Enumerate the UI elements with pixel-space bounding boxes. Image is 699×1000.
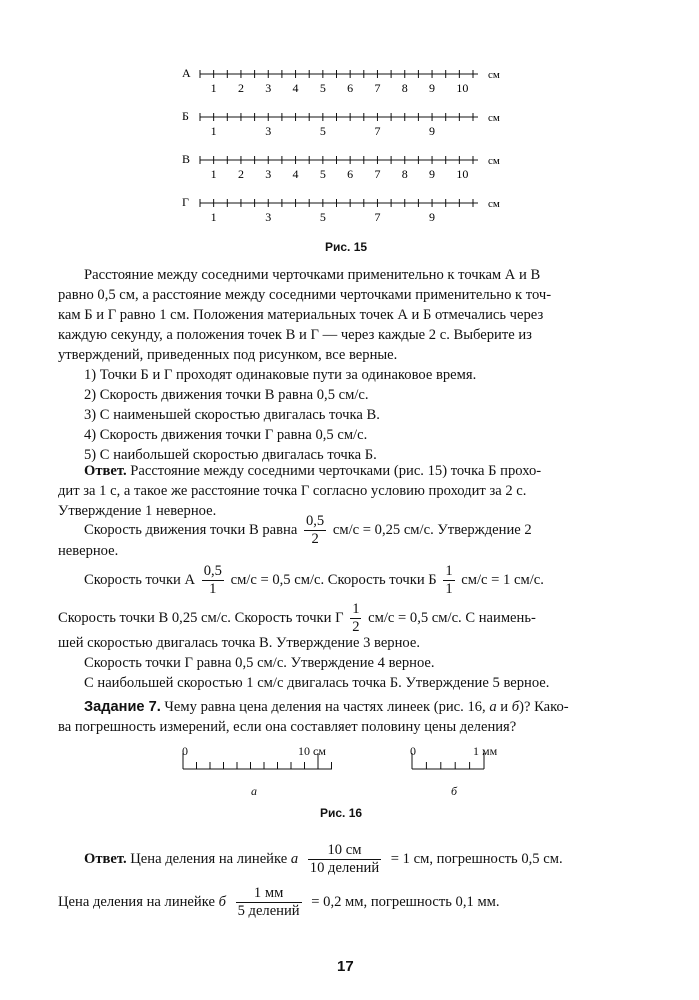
tick-label: 3 (265, 81, 272, 95)
tick-label: 7 (374, 210, 381, 224)
answer-1-speeds-ab: Скорость точки А $\frac{0,5}{1}$ см/с = 0,5 см/с. Скорость точки Б $\frac{1}{1}$ см/с = 1 см/с. (84, 563, 544, 598)
ruler-row-label: В (182, 152, 191, 166)
figure-15-caption: Рис. 15 (325, 240, 368, 254)
ruler-unit: см (488, 112, 500, 124)
tick-label: 1 (210, 210, 217, 224)
option-1: 1) Точки Б и Г проходят одинаковые пути за одинаковое время. (84, 367, 477, 383)
figure-16-caption: Рис. 16 (320, 806, 363, 820)
tick-label: 5 (319, 167, 326, 181)
page-number: 17 (337, 958, 354, 975)
tick-label: 5 (319, 210, 326, 224)
option-5: 5) С наибольшей скоростью двигалась точка Б. (84, 447, 377, 463)
problem-options (84, 365, 476, 465)
tick-label: 7 (374, 124, 381, 138)
figure-15-rulers (0, 0, 699, 240)
task-7: Задание 7. Чему равна цена деления на частях линеек (рис. 16, а и б)? Како- ва погрешность измерений, если она составляет половину цены деления? (58, 699, 569, 735)
tick-label: 5 (319, 124, 326, 138)
ruler-row-4 (182, 195, 500, 224)
ruler-b-end: 1 мм (473, 744, 498, 758)
answer-2-b: Цена деления на линейке б $\frac{1 мм}{\text{5 делений}}$ = 0,2 мм, погрешность 0,1 мм. (58, 885, 500, 920)
tick-label: 4 (292, 167, 299, 181)
tick-label: 9 (429, 124, 436, 138)
tick-label: 1 (210, 124, 217, 138)
answer-1-v-line2: неверное. (58, 543, 119, 559)
ruler-row-3 (182, 152, 500, 181)
answer-2-a: Ответ. Цена деления на линейке а $\frac{10 см}{\text{10 делений}}$ = 1 см, погрешность 0,5 см. (84, 842, 563, 877)
ruler-unit: см (488, 69, 500, 81)
tick-label: 2 (237, 167, 244, 181)
tick-label: 9 (429, 210, 436, 224)
tick-label: 2 (237, 81, 244, 95)
tick-label: 9 (429, 81, 436, 95)
tick-label: 4 (292, 81, 299, 95)
tick-label: 7 (374, 81, 381, 95)
tick-label: 5 (319, 81, 326, 95)
tick-label: 1 (210, 167, 217, 181)
ruler-unit: см (488, 155, 500, 167)
answer-1-speeds-vg: Скорость точки В 0,25 см/с. Скорость точки Г $\frac{1}{2}$ см/с = 0,5 см/с. С наимень- (58, 601, 536, 636)
tick-label: 6 (347, 167, 354, 181)
option-4: 4) Скорость движения точки Г равна 0,5 см/с. (84, 427, 368, 443)
ruler-row-2 (182, 109, 500, 138)
ruler-unit: см (488, 198, 500, 210)
tick-label: 10 (456, 81, 469, 95)
answer-1-conclusions: шей скоростью двигалась точка В. Утверждение 3 верное. Скорость точки Г равна 0,5 см/с. Утверждение 4 верное. С наибольшей скоростью 1 см/с двигалась точка Б. Утверждение 5 верное. (58, 635, 550, 691)
figure-16-rulers (0, 740, 699, 800)
tick-label: 3 (265, 124, 272, 138)
ruler-a-end: 10 см (298, 744, 326, 758)
tick-label: 1 (210, 81, 217, 95)
tick-label: 3 (265, 210, 272, 224)
ruler-a-sublabel: а (251, 784, 257, 798)
ruler-a-start: 0 (182, 744, 188, 758)
answer-1-speed-v: Скорость движения точки В равна $\frac{0,5}{2}$ см/с = 0,25 см/с. Утверждение 2 (84, 513, 532, 548)
fraction: $\frac{0,5}{2}$ (305, 513, 325, 548)
tick-label: 8 (401, 167, 408, 181)
tick-label: 9 (429, 167, 436, 181)
option-2: 2) Скорость движения точки В равна 0,5 см/с. (84, 387, 369, 403)
tick-label: 3 (265, 167, 272, 181)
ruler-row-label: Г (182, 195, 189, 209)
tick-label: 6 (347, 81, 354, 95)
ruler-b-start: 0 (410, 744, 416, 758)
problem-text: Расстояние между соседними черточками применительно к точкам А и В равно 0,5 см, а расстояние между соседними черточками применительно к точ- кам Б и Г равно 1 см. Положения материальных точек А и Б отмечались через каждую секунду, а положения точек В и Г — через каждые 2 с. Выберите из утверждений, приведенных под рисунком, все верные. (58, 267, 552, 363)
ruler-row-1 (182, 66, 500, 95)
tick-label: 10 (456, 167, 469, 181)
ruler-b-sublabel: б (451, 784, 458, 798)
tick-label: 8 (401, 81, 408, 95)
tick-label: 7 (374, 167, 381, 181)
ruler-row-label: А (182, 66, 191, 80)
answer-1: Ответ. Расстояние между соседними черточками (рис. 15) точка Б прохо- дит за 1 с, а такое же расстояние точка Г согласно условию проходит за 2 с. Утверждение 1 неверное. (58, 463, 542, 519)
option-3: 3) С наименьшей скоростью двигалась точка В. (84, 407, 380, 423)
ruler-row-label: Б (182, 109, 189, 123)
